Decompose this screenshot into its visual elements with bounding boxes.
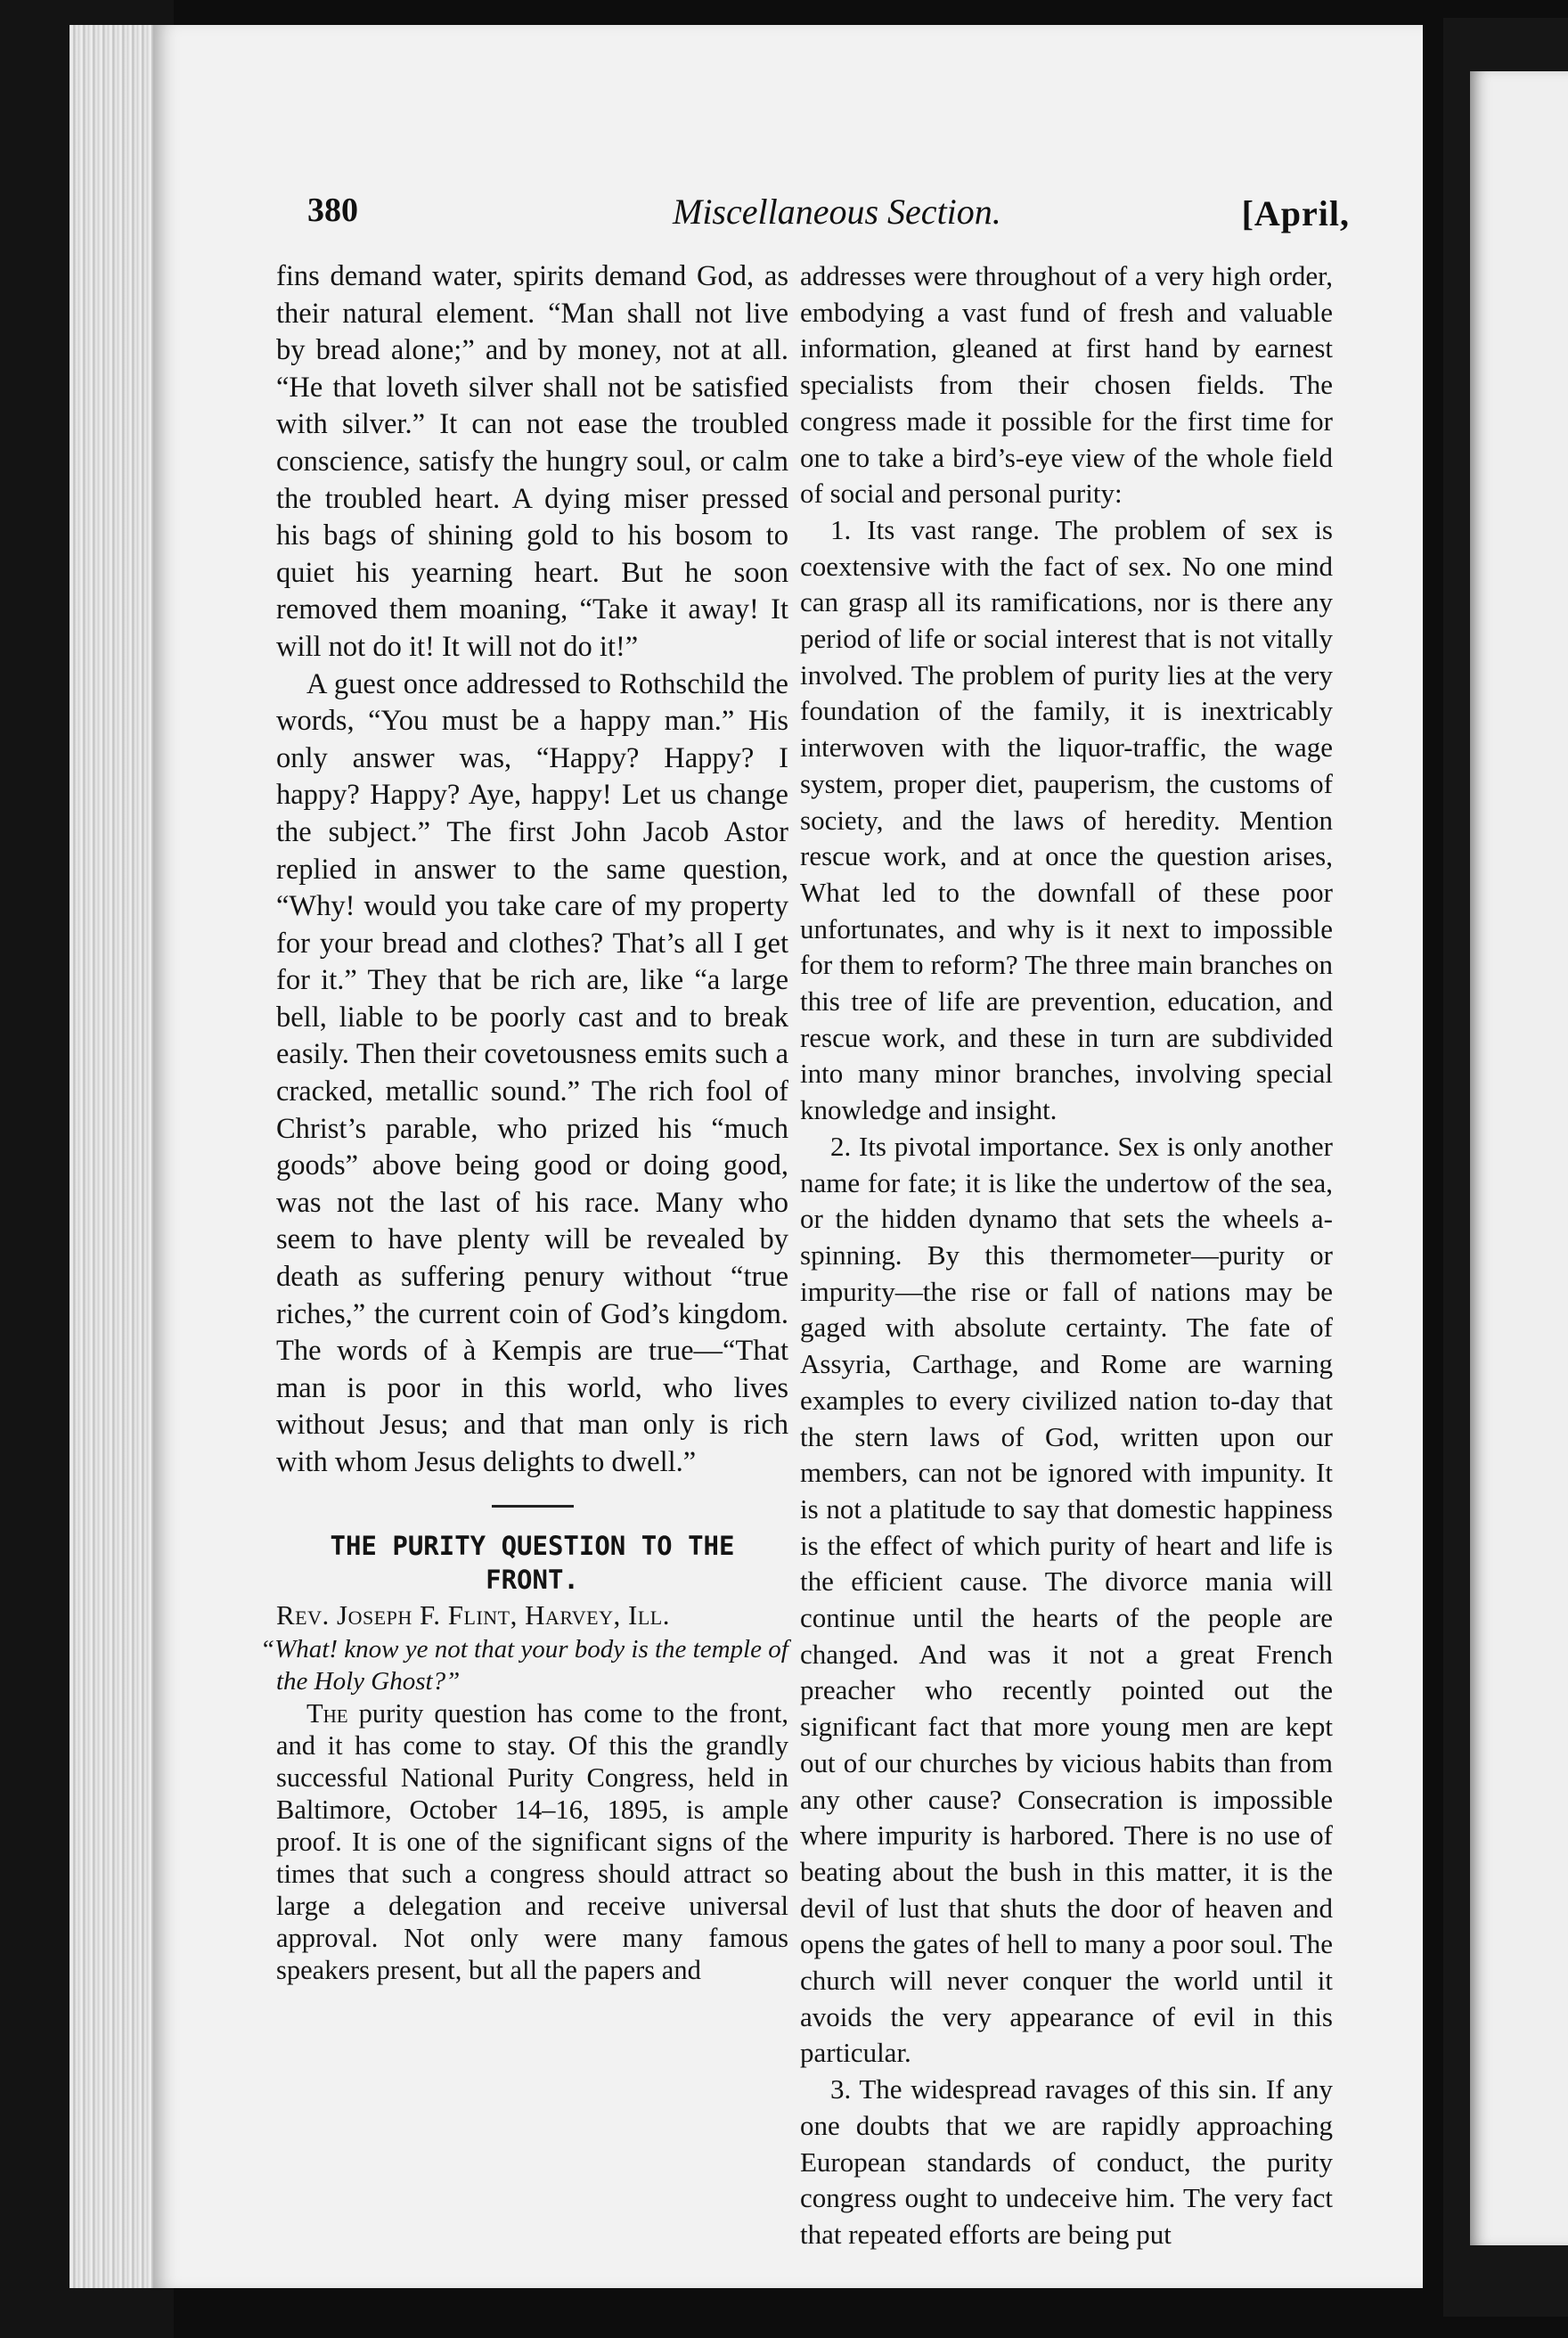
right-paragraph-4: 3. The widespread ravages of this sin. If any one doubts that we are rapidly approaching European standards of conduct, the purity congress ought to undeceive him. The very fact that repeated efforts are being put (800, 2073, 1333, 2250)
right-paragraph-2: 1. Its vast range. The problem of sex is coextensive with the fact of sex. No one mind can grasp all its ramifications, nor is there any period of life or social interest that is not vitally involved. The problem of purity lies at the very foundation of the family, it is inextricably interwoven with the liquor-traffic, the wage system, proper diet, pauperism, the customs of society, and the laws of heredity. Mention rescue work, and at once the question arises, What led to the downfall of these poor unfortunates, and why is it next to impossible for them to reform? The three main branches on this tree of life are prevention, education, and rescue work, and these in turn are subdivided into many minor branches, involving special knowledge and insight. (800, 513, 1333, 1126)
right-paragraph-1: addresses were throughout of a very high order, embodying a vast fund of fresh and valuable information, gleaned at first hand by earnest specialists from their chosen fields. The congress made it possible for the first time for one to take a bird’s-eye view of the whole field of social and personal purity: (800, 260, 1333, 510)
right-paragraph-3: 2. Its pivotal importance. Sex is only another name for fate; it is like the undertow of the sea, or the hidden dynamo that sets the wheels a-spinning. By this thermometer—purity or impurity—the rise or fall of nations may be gaged with absolute certainty. The fate of Assyria, Carthage, and Rome are warning examples to every civilized nation to-day that the stern laws of God, written upon our members, can not be ignored with impunity. It is not a platitude to say that domestic happiness is the effect of which purity of heart and life is the efficient cause. The divorce mania will continue until the hearts of the people are changed. And was it not a great French preacher who recently pointed out the significant fact that more young men are kept out of our churches by vicious habits than from any other cause? Consecration is impossible where impurity is harbored. There is no use of beating about the bush in this matter, it is the devil of lust that shuts the door of heaven and opens the gates of hell to many a poor soul. The church will never conquer the world until it avoids the very appearance of evil in this particular. (800, 1130, 1333, 2069)
body-lead-word: The (306, 1698, 348, 1729)
article-body-start (276, 1697, 788, 1986)
article-heading: THE PURITY QUESTION TO THE FRONT. (330, 1530, 735, 1595)
facing-page-leaf (1470, 71, 1568, 2245)
page-number: 380 (307, 192, 358, 229)
running-head (307, 187, 1350, 249)
month-label: [April, (1241, 193, 1350, 233)
facing-page-edge (1443, 18, 1568, 2317)
body-text: purity question has come to the front, and it has come to stay. Of this the grandly successful National Purity Congress, held in Baltimore, October 14–16, 1895, is ample proof. It is one of the significant signs of the times that such a congress should attract so large a delegation and receive universal approval. Not only were many famous speakers present, but all the papers and (276, 1698, 788, 1986)
left-paragraph-1: fins demand water, spirits demand God, as their natural element. “Man shall not live by bread alone;” and by money, not at all. “He that loveth silver shall not be satisfied with silver.” It can not ease the troubled conscience, satisfy the hungry soul, or calm the troubled heart. A dying miser pressed his bags of shining gold to his bosom to quiet his yearning heart. But he soon removed them moaning, “Take it away! It will not do it! It will not do it!” (276, 260, 788, 663)
article-epigraph: “What! know ye not that your body is the temple of the Holy Ghost?” (260, 1635, 788, 1696)
section-title: Miscellaneous Section. (673, 192, 1001, 232)
left-paragraph-2: A guest once addressed to Rothschild the words, “You must be a happy man.” His only answer was, “Happy? Happy? I happy? Happy? Aye, happy! Let us change the subject.” The first John Jacob Astor replied in answer to the same question, “Why! would you take care of my property for your bread and clothes? That’s all I get for it.” They that be rich are, like “a large bell, liable to be poorly cast and to break easily. Then their covetousness emits such a cracked, metallic sound.” The rich fool of Christ’s parable, who prized his “much goods” above being good or doing good, was not the last of his race. Many who seem to have plenty will be revealed by death as suffering penury without “true riches,” the current coin of God’s kingdom. The words of à Kempis are true—“That man is poor in this world, who lives without Jesus; and that man only is rich with whom Jesus delights to dwell.” (276, 667, 788, 1478)
right-column (800, 258, 1333, 2253)
section-divider (492, 1505, 574, 1508)
left-column (260, 258, 788, 1986)
byline-text: Rev. Joseph F. Flint, Harvey, Ill. (276, 1598, 670, 1631)
article-byline (276, 1597, 788, 1634)
